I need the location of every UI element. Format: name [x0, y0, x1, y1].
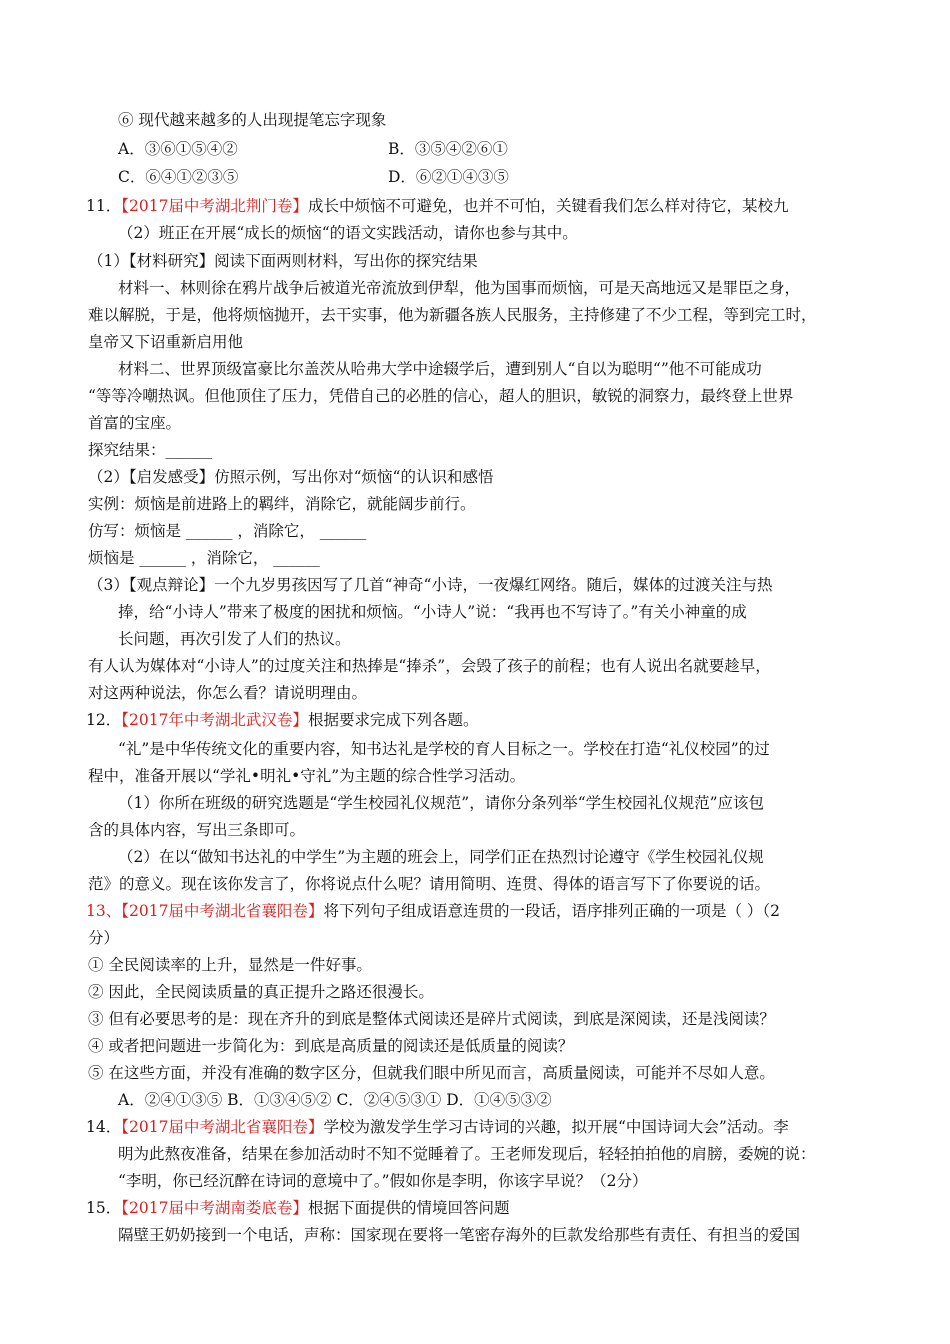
material-1-line2: 难以解脱，于是，他将烦恼抛开，去干实事，他为新疆各族人民服务，主持修建了不少工程，等到完工时，: [88, 306, 817, 324]
sentence-1: ① 全民阅读率的上升，显然是一件好事。: [88, 956, 372, 974]
question-text: 根据要求完成下列各题。: [307, 711, 479, 729]
question-13-header: [86, 900, 780, 922]
q12-part1-line1: （1）你所在班级的研究选题是“学生校园礼仪规范”，请你分条列举“学生校园礼仪规范”应该包: [118, 794, 765, 812]
q12-part1-line2: 含的具体内容，写出三条即可。: [88, 821, 306, 839]
q11-part3-line4: 有人认为媒体对“小诗人”的过度关注和热捧是“捧杀”，会毁了孩子的前程；也有人说出名就要趁早，: [88, 657, 771, 675]
q11-part1: （1）【材料研究】阅读下面两则材料，写出你的探究结果: [88, 252, 478, 270]
question-number: 14．: [86, 1118, 122, 1136]
imitation-blank-1: 仿写：烦恼是 ______ ，消除它， ______: [88, 522, 367, 540]
question-number: 11．: [86, 197, 122, 215]
question-13-text-cont: 分）: [88, 929, 120, 947]
question-source: 【2017届中考湖北荆门卷】: [121, 197, 308, 215]
question-number: 12．: [86, 711, 122, 729]
question-number: 15．: [86, 1199, 122, 1217]
answer-option-b: B．③⑤④②⑥①: [388, 140, 508, 158]
material-1-line1: 材料一、林则徐在鸦片战争后被道光帝流放到伊犁，他为国事而烦恼，可是天高地远又是罪臣之身，: [118, 279, 801, 297]
sentence-2: ② 因此，全民阅读质量的真正提升之路还很漫长。: [88, 983, 434, 1001]
q12-part2-line1: （2）在以“做知书达礼的中学生”为主题的班会上，同学们正在热烈讨论遵守《学生校园礼仪规: [118, 848, 764, 866]
material-2-line3: 首富的宝座。: [88, 414, 182, 432]
q12-intro-line1: “礼”是中华传统文化的重要内容，知书达礼是学校的育人目标之一。学校在打造“礼仪校园”的过: [118, 740, 770, 758]
question-text: 学校为激发学生学习古诗词的兴趣，拟开展“中国诗词大会”活动。李: [323, 1118, 789, 1136]
sentence-5: ⑤ 在这些方面，并没有准确的数字区分，但就我们眼中所见而言，高质量阅读，可能并不尽如人意。: [88, 1064, 775, 1082]
question-text: 成长中烦恼不可避免，也并不可怕，关键看我们怎么样对待它，某校九: [307, 197, 789, 215]
q12-intro-line2: 程中，准备开展以“学礼•明礼•守礼”为主题的综合性学习活动。: [88, 767, 526, 785]
question-15-header: [86, 1197, 509, 1219]
question-number: 13、: [86, 902, 122, 920]
question-source: 【2017届中考湖北省襄阳卷】: [121, 902, 324, 920]
answer-option-c: C．⑥④①②③⑤: [118, 168, 239, 186]
question-11-text-cont: （2）班正在开展“成长的烦恼“的语文实践活动，请你也参与其中。: [118, 224, 578, 242]
q15-line2: 隔壁王奶奶接到一个电话，声称：国家现在要将一笔密存海外的巨款发给那些有责任、有担当的爱国: [118, 1226, 801, 1244]
q11-part3-line2: 捧，给“小诗人”带来了极度的困扰和烦恼。“小诗人”说：“我再也不写诗了。”有关小神童的成: [118, 603, 747, 621]
sentence-3: ③ 但有必要思考的是：现在齐升的到底是整体式阅读还是碎片式阅读，到底是深阅读，还是浅阅读？: [88, 1010, 775, 1028]
example-sentence: 实例：烦恼是前进路上的羁绊，消除它，就能阔步前行。: [88, 495, 476, 513]
imitation-blank-2: 烦恼是 ______ ，消除它， ______: [88, 549, 320, 567]
answer-option-d: D．⑥②①④③⑤: [388, 168, 509, 186]
q14-line2: 明为此熬夜准备，结果在参加活动时不知不觉睡着了。王老师发现后，轻轻拍拍他的肩膀，委婉的说：: [118, 1145, 816, 1163]
answer-option-a: A．③⑥①⑤④②: [118, 140, 238, 158]
q14-line3: “李明，你已经沉醉在诗词的意境中了。”假如你是李明，你该字早说？（2分）: [118, 1172, 648, 1190]
question-14-header: [86, 1116, 789, 1138]
q11-part3-line5: 对这两种说法，你怎么看？请说明理由。: [88, 684, 368, 702]
sentence-4: ④ 或者把问题进一步简化为：到底是高质量的阅读还是低质量的阅读？: [88, 1037, 574, 1055]
question-text: 将下列句子组成语意连贯的一段话，语序排列正确的一项是（ ）（2: [323, 902, 780, 920]
option-item-6: ⑥ 现代越来越多的人出现提笔忘字现象: [118, 111, 387, 129]
material-2-line1: 材料二、世界顶级富豪比尔盖茨从哈弗大学中途辍学后，遭到别人“自以为聪明“”他不可能成功: [118, 360, 762, 378]
question-text: 根据下面提供的情境回答问题: [307, 1199, 510, 1217]
q11-part3-line3: 长问题，再次引发了人们的热议。: [118, 630, 351, 648]
question-12-header: [86, 709, 478, 731]
material-1-line3: 皇帝又下诏重新启用他: [88, 333, 244, 351]
question-source: 【2017年中考湖北武汉卷】: [121, 711, 308, 729]
question-11-header: [86, 195, 788, 217]
q12-part2-line2: 范》的意义。现在该你发言了，你将说点什么呢？请用简明、连贯、得体的语言写下了你要说的话。: [88, 875, 771, 893]
q11-part3-line1: （3）【观点辩论】一个九岁男孩因写了几首“神奇“小诗，一夜爆红网络。随后，媒体的过渡关注与热: [88, 576, 773, 594]
material-2-line2: “等等冷嘲热讽。但他顶住了压力，凭借自己的必胜的信心，超人的胆识，敏锐的洞察力，最终登上世界: [88, 387, 794, 405]
research-result-blank: 探究结果：______: [88, 441, 213, 459]
question-source: 【2017届中考湖北省襄阳卷】: [121, 1118, 324, 1136]
q11-part2: （2）【启发感受】仿照示例，写出你对“烦恼“的认识和感悟: [88, 468, 494, 486]
q13-answer-options: A．②④①③⑤ B．①③④⑤② C．②④⑤③① D．①④⑤③②: [118, 1091, 552, 1109]
question-source: 【2017届中考湖南娄底卷】: [121, 1199, 308, 1217]
